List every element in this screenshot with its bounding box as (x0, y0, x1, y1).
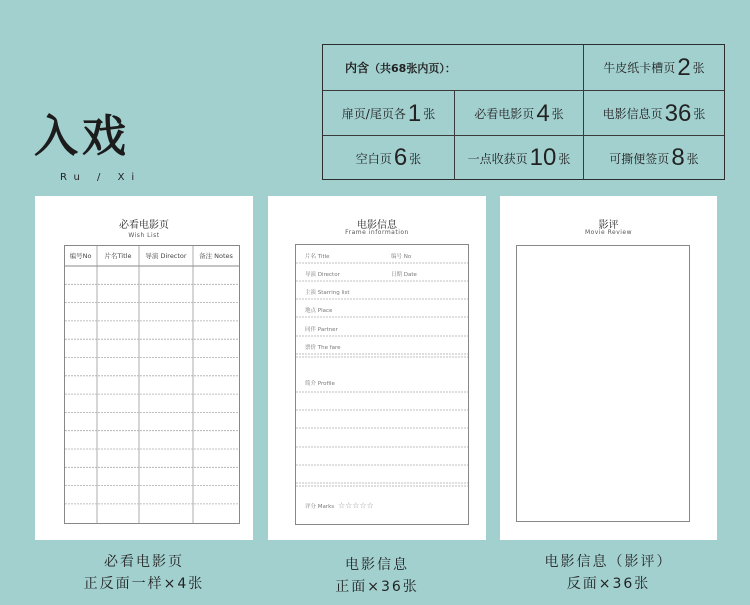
col-no: 编号No (69, 252, 92, 260)
item-count: 10 (529, 144, 557, 171)
caption-line1: 电影信息 (345, 557, 409, 573)
caption-movie-review (500, 551, 717, 595)
contents-item-blank (323, 136, 454, 180)
caption-wishlist (35, 551, 253, 595)
contents-item-endpapers (323, 91, 454, 136)
item-count: 4 (536, 99, 550, 127)
field-date: 日期 Date (391, 272, 417, 278)
wishlist-table (35, 196, 253, 540)
page-title: 必看电影页 (119, 220, 169, 231)
item-label: 扉页/尾页各 (341, 107, 406, 121)
col-director: 导演 Director (145, 252, 187, 260)
marks-label: 评分 Marks (305, 504, 335, 510)
page-title: 影评 (598, 220, 619, 231)
contents-item-gains (454, 136, 583, 180)
col-notes: 备注 Notes (199, 252, 233, 260)
caption-line1: 必看电影页 (104, 554, 184, 570)
page-title: 电影信息 (357, 220, 397, 231)
contents-header-label: 内含 (345, 61, 370, 75)
item-unit: 张 (692, 61, 705, 75)
col-title: 片名Title (104, 252, 132, 260)
item-unit: 张 (423, 107, 436, 121)
caption-line2: 正面×36张 (335, 579, 419, 595)
movie-review-page (500, 196, 717, 540)
item-label: 电影信息页 (602, 107, 663, 121)
contents-row-1 (323, 45, 724, 90)
item-label: 可撕便签页 (609, 151, 670, 166)
wishlist-page (35, 196, 253, 540)
item-count: 36 (664, 99, 692, 127)
contents-item-kraft (583, 45, 724, 90)
field-number: 编号 No (391, 254, 412, 260)
page-subtitle: Movie Review (584, 229, 633, 236)
page-subtitle: Wish List (128, 232, 160, 239)
field-partner: 同伴 Partner (305, 327, 338, 333)
item-label: 一点收获页 (467, 151, 528, 166)
field-place: 地点 Place (305, 308, 333, 314)
item-label: 空白页 (355, 151, 392, 166)
item-count: 1 (407, 99, 422, 127)
item-unit: 张 (409, 151, 422, 166)
field-fare: 票价 The fare (305, 345, 341, 351)
field-starring: 主演 Starring list (305, 290, 350, 296)
contents-item-stickynotes (583, 136, 724, 180)
item-unit: 张 (558, 151, 571, 166)
review-box (500, 196, 717, 540)
item-count: 2 (677, 53, 691, 81)
field-title: 片名 Title (305, 254, 330, 260)
contents-item-wishlist (454, 91, 583, 136)
item-label: 必看电影页 (474, 107, 535, 121)
item-label: 牛皮纸卡槽页 (603, 61, 676, 75)
field-director: 导演 Director (305, 272, 340, 278)
page-subtitle: Frame information (345, 229, 409, 236)
caption-line1: 电影信息（影评） (544, 554, 673, 570)
item-unit: 张 (686, 151, 699, 166)
movie-info-page (268, 196, 486, 540)
contents-row-3 (323, 135, 724, 180)
brand-title: 入戏 (34, 111, 130, 162)
caption-line2: 正反面一样×4张 (83, 576, 205, 592)
contents-table (322, 44, 725, 180)
item-count: 6 (393, 144, 408, 171)
contents-header (323, 45, 583, 90)
contents-item-movieinfo (583, 91, 724, 136)
movie-info-form (268, 196, 486, 540)
field-profile: 简介 Profile (305, 381, 335, 387)
field-marks (305, 501, 374, 510)
item-count: 8 (671, 144, 685, 171)
caption-line2: 反面×36张 (566, 576, 651, 592)
caption-movie-info (268, 554, 486, 598)
item-unit: 张 (551, 107, 564, 121)
brand-subtitle: Ru / Xi (60, 172, 142, 183)
rating-stars-icon: ☆☆☆☆☆ (337, 501, 374, 510)
contents-header-note: （共68张内页）： (369, 61, 456, 75)
contents-row-2 (323, 90, 724, 136)
item-unit: 张 (693, 107, 706, 121)
